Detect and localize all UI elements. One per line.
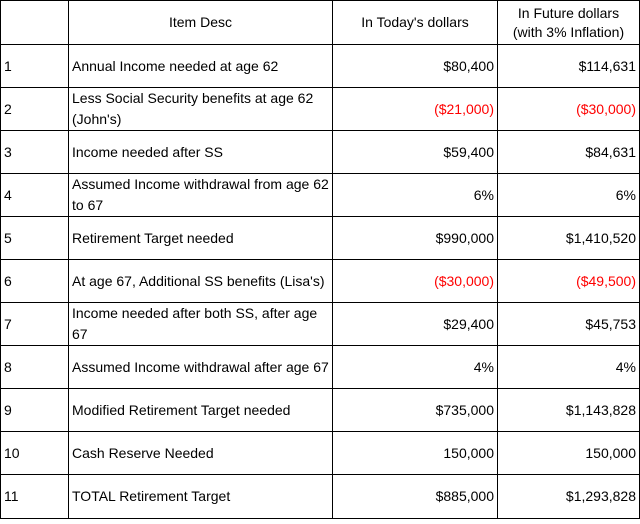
future-dollars-cell: $1,293,828 [498,475,640,519]
table-row [1,217,640,260]
table-row [1,260,640,303]
todays-dollars-cell: 6% [333,174,498,217]
row-number-cell: 8 [1,346,69,389]
row-number-cell: 2 [1,88,69,131]
table-row [1,432,640,475]
todays-dollars-cell: $885,000 [333,475,498,519]
item-desc-cell: Income needed after SS [69,131,333,174]
todays-dollars-cell: $735,000 [333,389,498,432]
future-dollars-cell: $1,410,520 [498,217,640,260]
row-number-cell: 11 [1,475,69,519]
future-dollars-cell: $84,631 [498,131,640,174]
header-number [1,1,69,45]
table-row [1,174,640,217]
header-row [1,1,640,45]
future-dollars-cell: 6% [498,174,640,217]
table-row [1,88,640,131]
item-desc-cell: Cash Reserve Needed [69,432,333,475]
row-number-cell: 10 [1,432,69,475]
todays-dollars-cell: ($30,000) [333,260,498,303]
todays-dollars-cell: 4% [333,346,498,389]
header-todays-dollars: In Today's dollars [333,1,498,45]
future-dollars-cell: 4% [498,346,640,389]
todays-dollars-cell: ($21,000) [333,88,498,131]
future-dollars-cell: $45,753 [498,303,640,346]
future-dollars-cell: 150,000 [498,432,640,475]
header-future-line1: In Future dollars [517,4,620,21]
row-number-cell: 5 [1,217,69,260]
todays-dollars-cell: 150,000 [333,432,498,475]
item-desc-cell: Assumed Income withdrawal after age 67 [69,346,333,389]
todays-dollars-cell: $990,000 [333,217,498,260]
row-number-cell: 9 [1,389,69,432]
table-row [1,303,640,346]
future-dollars-cell: $114,631 [498,45,640,88]
todays-dollars-cell: $29,400 [333,303,498,346]
item-desc-cell: Assumed Income withdrawal from age 62 to 67 [69,174,333,217]
table-row [1,475,640,519]
item-desc-cell: TOTAL Retirement Target [69,475,333,519]
table-row [1,131,640,174]
item-desc-cell: Income needed after both SS, after age 67 [69,303,333,346]
item-desc-cell: Less Social Security benefits at age 62 (John's) [69,88,333,131]
item-desc-cell: Retirement Target needed [69,217,333,260]
future-dollars-cell: $1,143,828 [498,389,640,432]
row-number-cell: 3 [1,131,69,174]
row-number-cell: 4 [1,174,69,217]
todays-dollars-cell: $59,400 [333,131,498,174]
table-row [1,45,640,88]
table-row [1,346,640,389]
row-number-cell: 1 [1,45,69,88]
row-number-cell: 7 [1,303,69,346]
item-desc-cell: At age 67, Additional SS benefits (Lisa's) [69,260,333,303]
item-desc-cell: Modified Retirement Target needed [69,389,333,432]
future-dollars-cell: ($49,500) [498,260,640,303]
row-number-cell: 6 [1,260,69,303]
todays-dollars-cell: $80,400 [333,45,498,88]
table-row [1,389,640,432]
future-dollars-cell: ($30,000) [498,88,640,131]
item-desc-cell: Annual Income needed at age 62 [69,45,333,88]
header-future-dollars [498,1,640,45]
header-future-line2: (with 3% Inflation) [512,23,625,40]
header-item-desc: Item Desc [69,1,333,45]
